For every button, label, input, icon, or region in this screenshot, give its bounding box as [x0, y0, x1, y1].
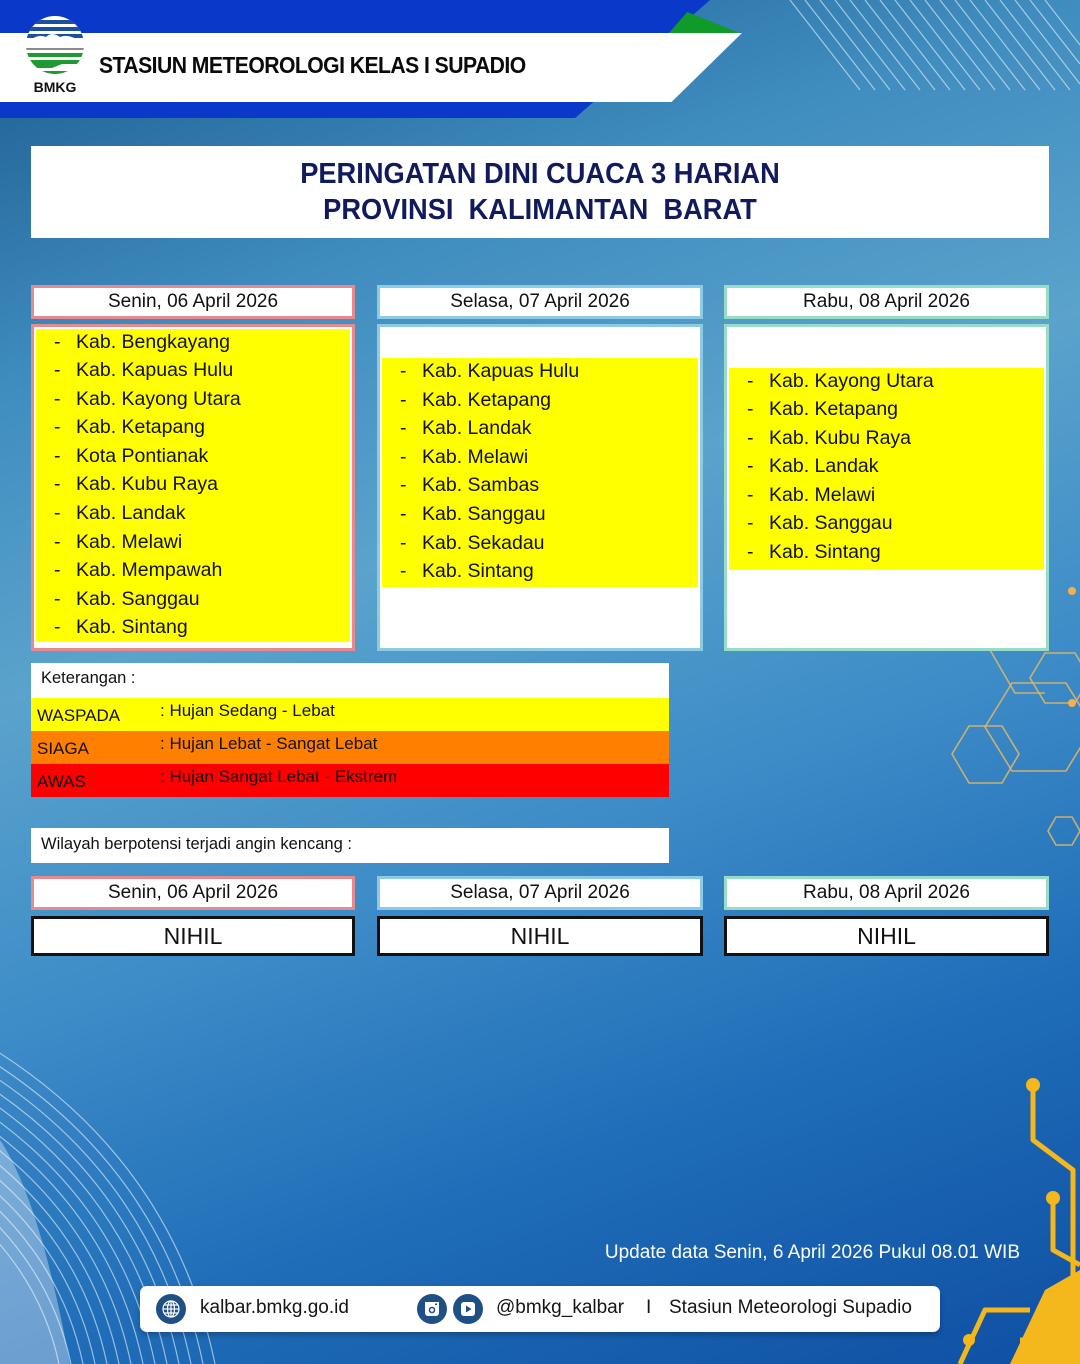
legend-title: Keterangan : [41, 669, 136, 687]
list-item: - Kab. Sanggau [400, 503, 546, 525]
list-item: - Kab. Kayong Utara [747, 370, 934, 392]
day-2-region-list [377, 324, 703, 651]
day-1-region-list [31, 324, 355, 651]
list-item: - Kab. Sambas [400, 474, 540, 496]
svg-text:BMKG: BMKG [33, 79, 77, 95]
legend-row-siaga [31, 731, 669, 764]
wind-day-1-value: NIHIL [31, 916, 355, 956]
list-item: - Kab. Sanggau [747, 512, 893, 534]
list-item: - Kab. Melawi [400, 446, 529, 468]
legend-description: : Hujan Sedang - Lebat [160, 701, 335, 720]
list-item: - Kota Pontianak [54, 445, 209, 467]
station-name: STASIUN METEOROLOGI KELAS I SUPADIO [99, 52, 526, 78]
wind-day-1-date: Senin, 06 April 2026 [31, 876, 355, 910]
legend-description: : Hujan Lebat - Sangat Lebat [160, 734, 378, 753]
list-item: - Kab. Landak [54, 502, 186, 524]
social-handle[interactable]: @bmkg_kalbar [496, 1297, 625, 1318]
footer-bar [140, 1286, 940, 1332]
list-item: - Kab. Kayong Utara [54, 388, 241, 410]
legend-level: AWAS [37, 772, 86, 791]
list-item: - Kab. Ketapang [54, 416, 206, 438]
list-item: - Kab. Sekadau [400, 532, 545, 554]
wind-day-2-value: NIHIL [377, 916, 703, 956]
instagram-icon[interactable] [417, 1294, 447, 1324]
website-link[interactable]: kalbar.bmkg.go.id [200, 1297, 349, 1318]
wind-day-2-date: Selasa, 07 April 2026 [377, 876, 703, 910]
legend-level: SIAGA [37, 739, 89, 758]
legend-description: : Hujan Sangat Lebat - Ekstrem [160, 767, 398, 786]
wind-day-3-date: Rabu, 08 April 2026 [724, 876, 1049, 910]
separator: I [646, 1297, 652, 1318]
list-item: - Kab. Ketapang [747, 398, 899, 420]
list-item: - Kab. Kubu Raya [54, 473, 219, 495]
wind-warning-label: Wilayah berpotensi terjadi angin kencang : [31, 828, 669, 863]
list-item: - Kab. Ketapang [400, 389, 552, 411]
circuit-decoration [960, 1085, 1080, 1364]
day-3-region-list [724, 324, 1049, 651]
day-1-date-header: Senin, 06 April 2026 [31, 285, 355, 319]
list-item: - Kab. Bengkayang [54, 331, 230, 353]
list-item: - Kab. Kubu Raya [747, 427, 912, 449]
list-item: - Kab. Mempawah [54, 559, 223, 581]
bmkg-logo-icon [22, 15, 88, 95]
legend [31, 663, 669, 797]
list-item: - Kab. Sanggau [54, 588, 200, 610]
list-item: - Kab. Sintang [400, 560, 534, 582]
light-swoosh-decoration [0, 1140, 70, 1364]
list-item: - Kab. Kapuas Hulu [54, 359, 234, 381]
list-item: - Kab. Landak [400, 417, 532, 439]
title-line-1: PERINGATAN DINI CUACA 3 HARIAN [300, 158, 780, 190]
list-item: - Kab. Sintang [747, 541, 881, 563]
hexagon-decoration [952, 650, 1080, 845]
diagonal-lines-decoration [790, 0, 1080, 90]
wind-day-3-value: NIHIL [724, 916, 1049, 956]
list-item: - Kab. Landak [747, 455, 879, 477]
legend-level: WASPADA [37, 706, 121, 725]
day-2-date-header: Selasa, 07 April 2026 [377, 285, 703, 319]
update-timestamp: Update data Senin, 6 April 2026 Pukul 08.01 WIB [604, 1242, 1020, 1263]
legend-row-awas [31, 764, 669, 797]
station-footer-name: Stasiun Meteorologi Supadio [669, 1297, 912, 1318]
globe-icon [156, 1294, 186, 1324]
list-item: - Kab. Sintang [54, 616, 188, 638]
day-3-date-header: Rabu, 08 April 2026 [724, 285, 1049, 319]
youtube-icon[interactable] [453, 1294, 483, 1324]
page-title [31, 146, 1049, 238]
title-line-2: PROVINSI KALIMANTAN BARAT [323, 194, 757, 226]
list-item: - Kab. Kapuas Hulu [400, 360, 580, 382]
list-item: - Kab. Melawi [54, 531, 183, 553]
legend-row-waspada [31, 698, 669, 731]
list-item: - Kab. Melawi [747, 484, 876, 506]
